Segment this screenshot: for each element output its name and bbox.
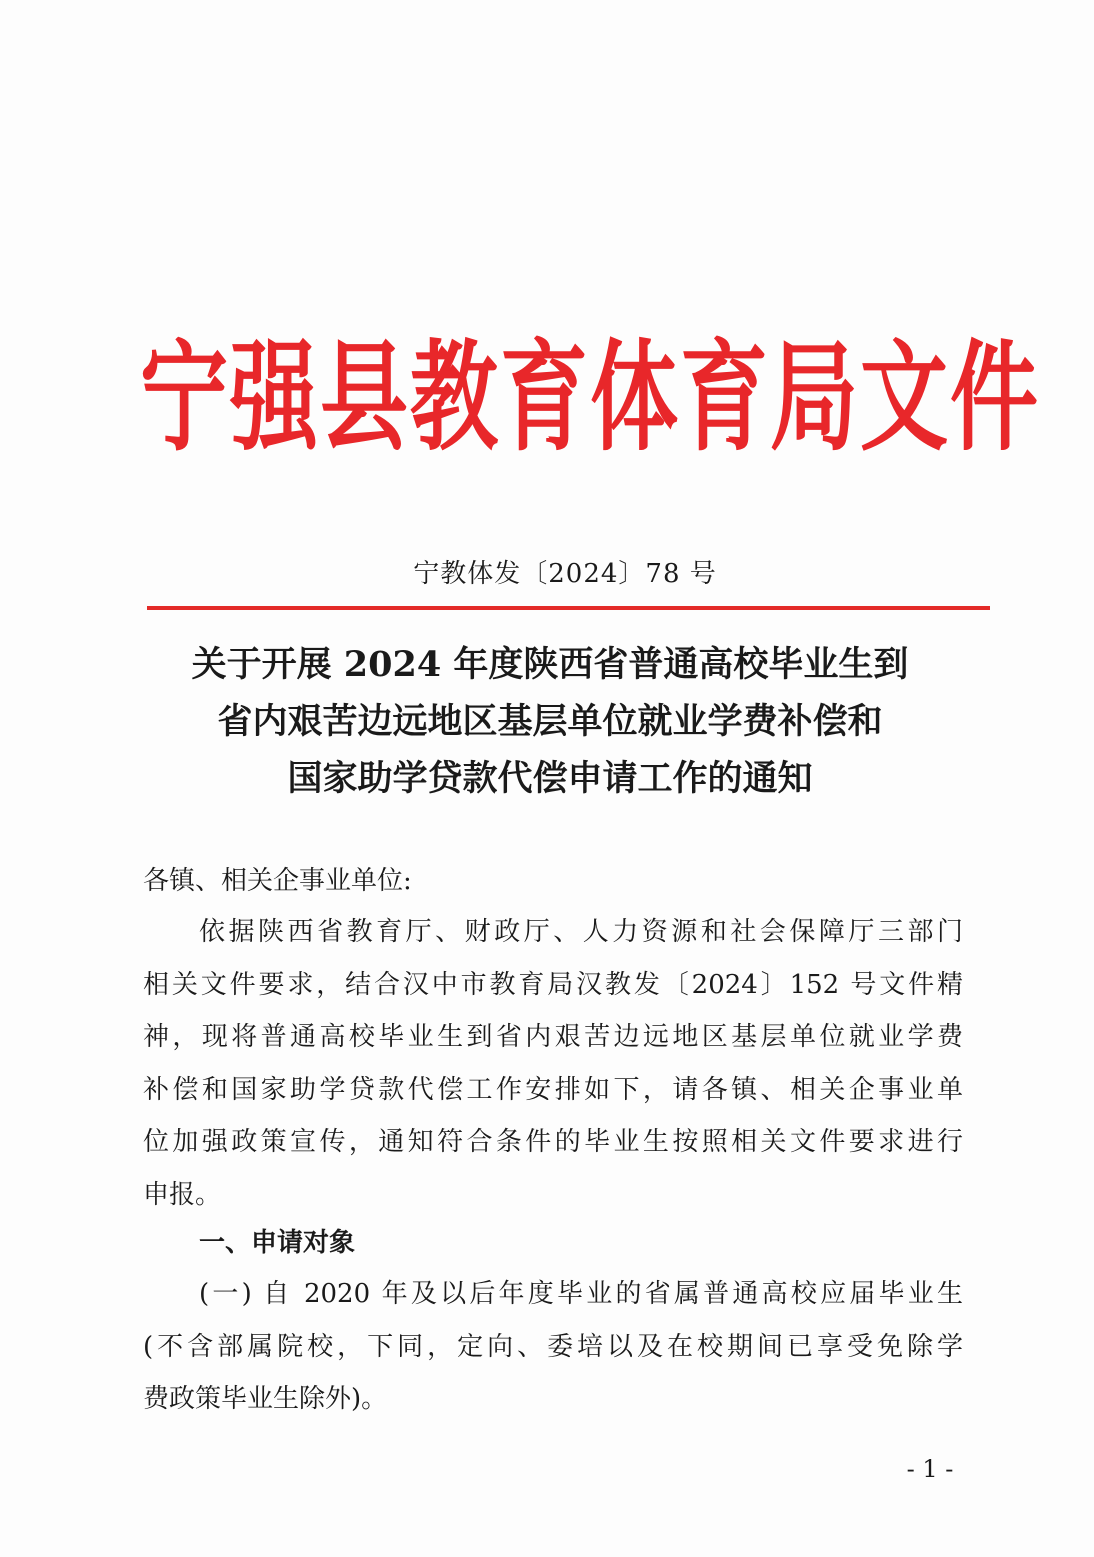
paragraph-applicants-1 — [143, 1268, 963, 1426]
red-divider-rule — [147, 606, 990, 610]
paragraph-line: 相关文件要求，结合汉中市教育局汉教发〔2024〕152 号文件精 — [143, 969, 963, 1000]
paragraph-line: (不含部属院校，下同，定向、委培以及在校期间已享受免除学 — [143, 1331, 963, 1362]
paragraph-basis — [143, 906, 963, 1221]
salutation: 各镇、相关企事业单位: — [143, 866, 412, 896]
notice-title — [120, 636, 980, 807]
notice-title-line: 关于开展 2024 年度陕西省普通高校毕业生到 — [191, 644, 909, 685]
section-heading-applicants: 一、申请对象 — [199, 1228, 356, 1258]
paragraph-line: 费政策毕业生除外)。 — [143, 1384, 388, 1414]
paragraph-line: (一) 自 2020 年及以后年度毕业的省属普通高校应届毕业生 — [199, 1279, 963, 1309]
page-number: - 1 - — [906, 1455, 954, 1483]
notice-title-line: 国家助学贷款代偿申请工作的通知 — [287, 758, 813, 799]
paragraph-line: 位加强政策宣传，通知符合条件的毕业生按照相关文件要求进行 — [143, 1127, 963, 1157]
paragraph-line: 神，现将普通高校毕业生到省内艰苦边远地区基层单位就业学费 — [143, 1022, 963, 1052]
notice-title-line: 省内艰苦边远地区基层单位就业学费补偿和 — [217, 701, 883, 742]
paragraph-line: 依据陕西省教育厅、财政厅、人力资源和社会保障厅三部门 — [199, 917, 963, 947]
issuing-authority-header: 宁强县教育体育局文件 — [140, 327, 1041, 467]
paragraph-line: 申报。 — [143, 1179, 222, 1210]
document-number: 宁教体发〔2024〕78 号 — [413, 559, 717, 589]
paragraph-line: 补偿和国家助学贷款代偿工作安排如下，请各镇、相关企事业单 — [143, 1074, 963, 1105]
